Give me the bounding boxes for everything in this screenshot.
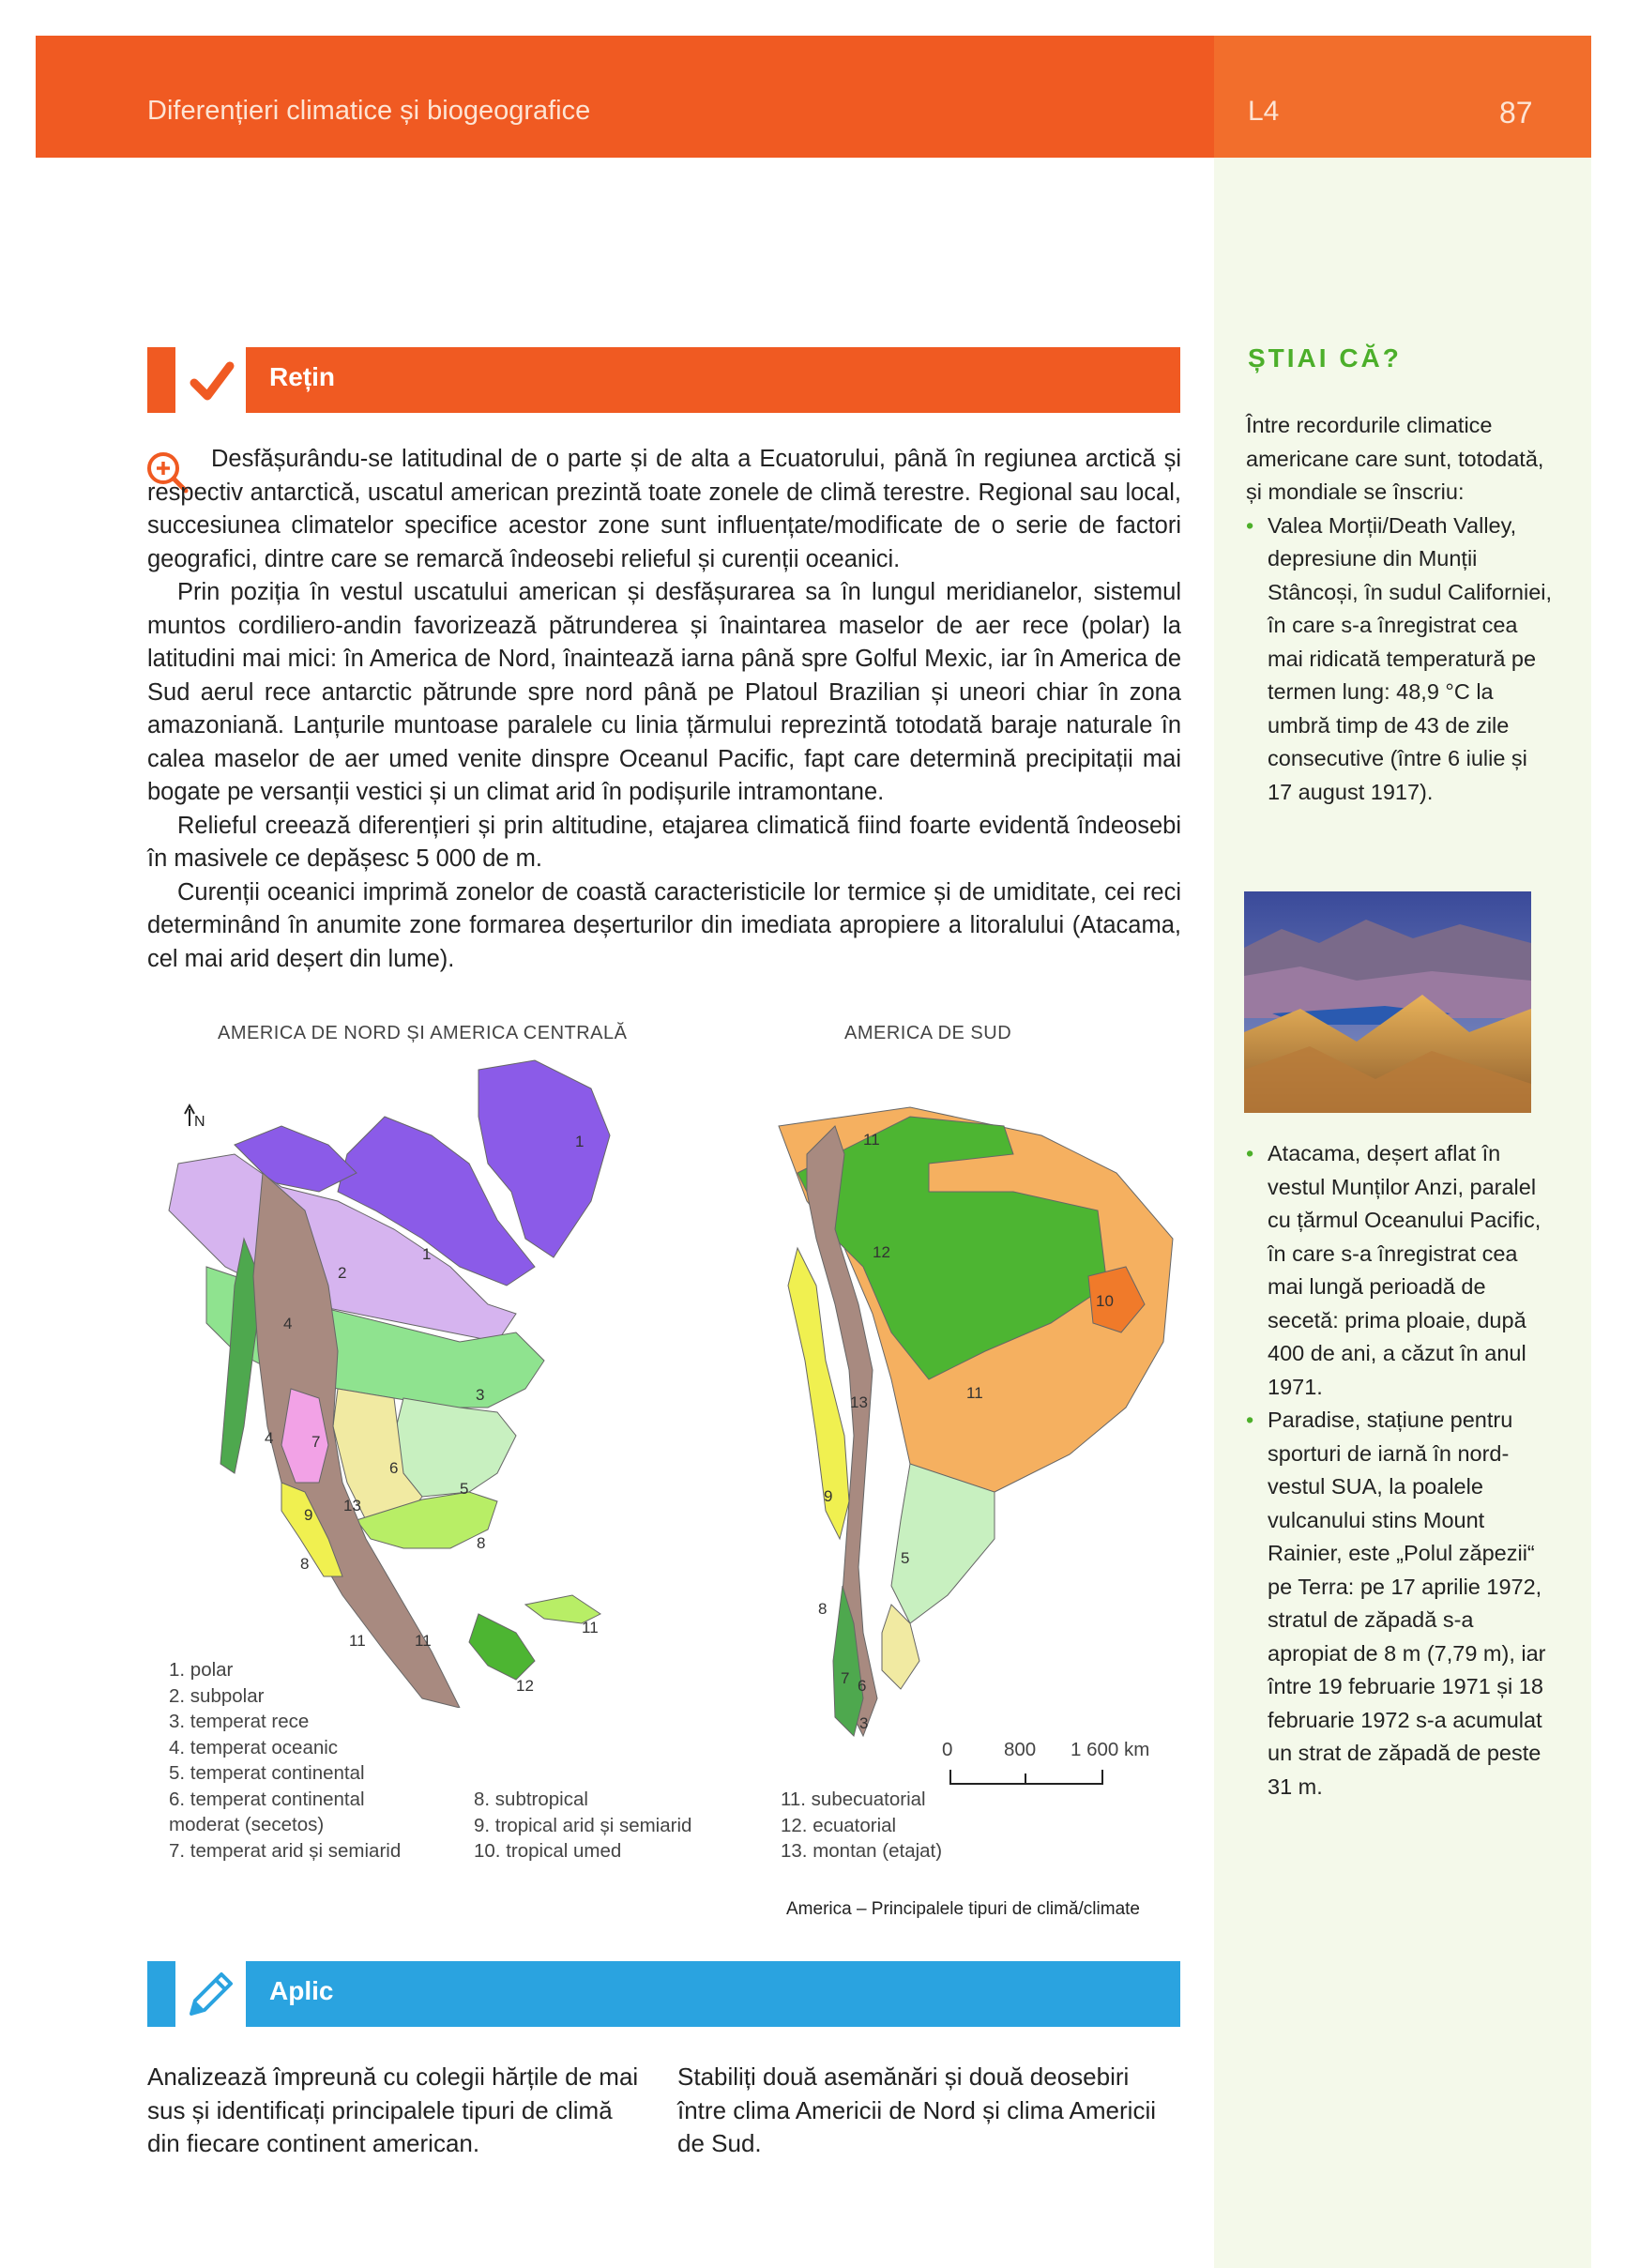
region-label: 11 <box>582 1619 599 1636</box>
map-caption: America – Principalele tipuri de climă/climate <box>786 1899 1140 1919</box>
legend-item: 1. polar <box>169 1659 234 1681</box>
legend-column-3 <box>781 1787 942 1865</box>
sidebar-block-1 <box>1246 409 1556 809</box>
legend-item: 12. ecuatorial <box>781 1814 897 1836</box>
south-america-map-title: AMERICA DE SUD <box>844 1023 1012 1043</box>
region-label: 3 <box>859 1714 869 1732</box>
scale-label-800: 800 <box>1004 1739 1037 1760</box>
region-label: 3 <box>476 1386 485 1404</box>
legend-item: 4. temperat oceanic <box>169 1736 339 1758</box>
region-label: 5 <box>460 1480 469 1498</box>
retin-paragraph: Prin poziția în vestul uscatului american și desfășurarea sa în lungul meridianelor, sistemul muntos cordiliero-andin favorizează pătrunderea și înaintarea maselor de aer rece (polar) la latitudini mai mici: în America de Nord, înaintează iarna până spre Golful Mexic, iar în America de Sud aerul rece antarctic pătrunde spre nord până pe Platoul Brazilian și uneori chiar în zona amazoniană. Lanțurile muntoase paralele cu linia țărmului reprezintă totodată baraje naturale în calea maselor de aer umed venite dinspre Oceanul Pacific, fapt care determină precipitații mai bogate pe versanții vestici și un climat arid în podișurile intramontane. <box>147 579 1181 805</box>
retin-accent <box>147 347 175 413</box>
scale-label-1600: 1 600 km <box>1071 1739 1150 1760</box>
region-label: 8 <box>818 1600 828 1618</box>
region-label: 2 <box>338 1264 347 1282</box>
region-label: 7 <box>841 1669 850 1687</box>
legend-item: 10. tropical umed <box>474 1840 622 1862</box>
north-america-climate-map <box>141 1051 666 1708</box>
legend-item: 6. temperat continental <box>169 1788 365 1810</box>
retin-paragraph: Curenții oceanici imprimă zonelor de coastă caracteristicile lor termice și de umiditate, cei reci determinând în anumite zone formarea deșerturilor din imediata apropiere a litoralului (Atacama, cel mai arid deșert din lume). <box>147 878 1181 972</box>
legend-item: 8. subtropical <box>474 1789 588 1810</box>
north-arrow-label: N <box>194 1114 205 1130</box>
region-label: 10 <box>1096 1292 1114 1310</box>
legend-item: 11. subecuatorial <box>781 1789 926 1810</box>
legend-item: 2. subpolar <box>169 1684 265 1707</box>
sidebar-bullet-death-valley: • Valea Morții/Death Valley, depresiune din Munții Stâncoși, în sudul Californiei, în care s-a înregistrat cea mai ridicată temperatură pe termen lung: 48,9 °C la umbră timp de 43 de zile consecutive (între 6 iulie și 17 august 1917). <box>1246 510 1556 810</box>
region-label: 8 <box>477 1534 486 1552</box>
south-temperat-continental-zone <box>891 1464 995 1623</box>
legend-item: 13. montan (etajat) <box>781 1840 943 1862</box>
region-label: 1 <box>422 1245 432 1263</box>
region-label: 6 <box>389 1459 399 1477</box>
legend-item: moderat (secetos) <box>169 1814 325 1835</box>
scale-label-0: 0 <box>942 1739 953 1760</box>
region-label: 11 <box>415 1632 432 1650</box>
retin-title: Rețin <box>269 362 335 391</box>
north-america-map-title: AMERICA DE NORD ȘI AMERICA CENTRALĂ <box>218 1023 628 1043</box>
region-label: 7 <box>311 1433 321 1451</box>
region-label: 13 <box>850 1393 868 1411</box>
region-label: 11 <box>966 1384 983 1402</box>
check-icon <box>183 347 239 413</box>
retin-body <box>147 443 1181 976</box>
sidebar-intro: Între recordurile climatice americane care sunt, totodată, și mondiale se înscriu: <box>1246 413 1544 504</box>
legend-item: 3. temperat rece <box>169 1711 310 1732</box>
aplic-task-2: Stabiliți două asemănări și două deosebiri între clima Americii de Nord și clima Americii de Sud. <box>677 2063 1157 2157</box>
region-label: 9 <box>824 1487 833 1505</box>
sidebar-title: ȘTIAI CĂ? <box>1248 343 1402 373</box>
sidebar-bullet-paradise: • Paradise, stațiune pentru sporturi de iarnă în nord-vestul SUA, la poalele vulcanului stins Mount Rainier, este „Polul zăpezii“ pe Terra: pe 17 aprilie 1972, stratul de zăpadă s-a apropiat de 8 m (7,79 m), iar între 19 februarie 1971 și 18 februarie 1972 s-a acumulat un strat de zăpadă de peste 31 m. <box>1246 1404 1556 1804</box>
scale-tick <box>1025 1773 1026 1783</box>
region-label: 6 <box>858 1677 867 1695</box>
lesson-label: L4 <box>1248 96 1280 127</box>
aplic-accent <box>147 1961 175 2027</box>
page-number: 87 <box>1499 96 1533 129</box>
region-label: 12 <box>873 1243 890 1261</box>
region-label: 4 <box>265 1429 274 1447</box>
chapter-title: Diferențieri climatice și biogeografice <box>147 96 591 126</box>
death-valley-photo <box>1244 891 1531 1113</box>
sidebar-bullet-atacama: • Atacama, deșert aflat în vestul Munților Anzi, paralel cu țărmul Oceanului Pacific, în care s-a înregistrat cea mai lungă perioadă de secetă: prima ploaie, după 400 de ani, a căzut în anul 1971. <box>1246 1137 1556 1404</box>
central-america-equatorial-zone <box>469 1614 535 1680</box>
retin-header <box>246 347 1180 413</box>
temperat-continental-zone <box>394 1398 516 1497</box>
scale-bar <box>949 1770 1103 1785</box>
sidebar-block-2 <box>1246 1137 1556 1804</box>
retin-paragraph: Desfășurându-se latitudinal de o parte și de alta a Ecuatorului, până în regiunea arctică și respectiv antarctică, uscatul american prezintă toate zonele de climă terestre. Regional sau local, succesiunea climatelor specifice acestor zone sunt influențate/modificate de o serie de factori geografici, dintre care se remarcă îndeosebi relieful și curenții oceanici. <box>147 446 1181 572</box>
region-label: 5 <box>901 1549 910 1567</box>
region-label: 9 <box>304 1506 313 1524</box>
retin-paragraph: Relieful creează diferențieri și prin altitudine, etajarea climatică fiind foarte evidentă îndeosebi în masivele ce depășesc 5 000 de m. <box>147 812 1181 872</box>
region-label: 11 <box>863 1131 880 1149</box>
region-label: 8 <box>300 1555 310 1573</box>
legend-item: 9. tropical arid și semiarid <box>474 1814 692 1836</box>
legend-item: 7. temperat arid și semiarid <box>169 1839 402 1862</box>
aplic-header <box>246 1961 1180 2027</box>
region-label: 4 <box>283 1315 293 1332</box>
region-label: 12 <box>516 1677 534 1695</box>
pencil-icon <box>180 1961 240 2027</box>
aplic-task-1: Analizează împreună cu colegii hărțile de mai sus și identificați principalele tipuri de climă din fiecare continent american. <box>147 2063 639 2157</box>
region-label: 11 <box>349 1632 366 1650</box>
legend-column-2 <box>474 1787 691 1865</box>
region-label: 1 <box>575 1133 585 1150</box>
region-label: 13 <box>343 1497 361 1515</box>
legend-column-1 <box>169 1657 401 1864</box>
legend-item: 5. temperat continental <box>169 1762 365 1784</box>
aplic-title: Aplic <box>269 1976 334 2005</box>
south-america-climate-map <box>760 1098 1192 1755</box>
